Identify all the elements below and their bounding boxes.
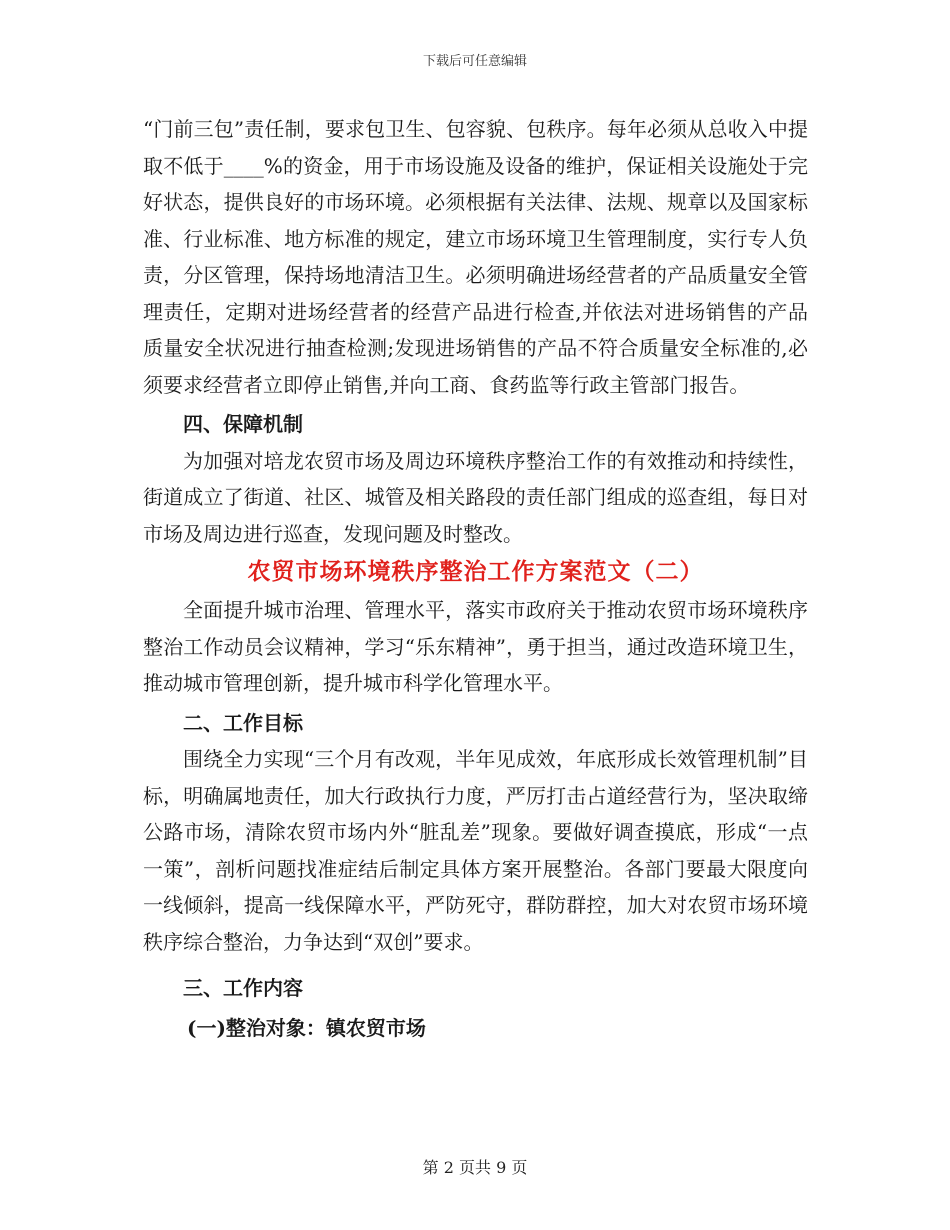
document-body [143,111,808,1046]
document-title-part-two: 农贸市场环境秩序整治工作方案范文（二） [247,558,704,585]
subsection-heading-target: (一)整治对象：镇农贸市场 [187,1015,426,1040]
paragraph-responsibility: “门前三包”责任制，要求包卫生、包容貌、包秩序。每年必须从总收入中提取不低于____%的资金，用于市场设施及设备的维护，保证相关设施处于完好状态，提供良好的市场环境。必须根据有关法律、法规、规章以及国家标准、行业标准、地方标准的规定，建立市场环境卫生管理制度，实行专人负责，分区管理，保持场地清洁卫生。必须明确进场经营者的产品质量安全管理责任，定期对进场经营者的经营产品进行检查,并依法对进场销售的产品质量安全状况进行抽查检测;发现进场销售的产品不符合质量安全标准的,必须要求经营者立即停止销售,并向工商、食药监等行政主管部门报告。 [143,117,808,397]
section-heading-goals: 二、工作目标 [183,710,303,735]
paragraph-intro: 全面提升城市治理、管理水平，落实市政府关于推动农贸市场环境秩序整治工作动员会议精神，学习“乐东精神”，勇于担当，通过改造环境卫生，推动城市管理创新，提升城市科学化管理水平。 [143,598,808,695]
paragraph-guarantee: 为加强对培龙农贸市场及周边环境秩序整治工作的有效推动和持续性，街道成立了街道、社区、城管及相关路段的责任部门组成的巡查组，每日对市场及周边进行巡查，发现问题及时整改。 [143,448,808,546]
page-header-note: 下载后可任意编辑 [422,54,527,69]
section-heading-guarantee: 四、保障机制 [183,412,303,436]
paragraph-goals: 围绕全力实现“三个月有改观，半年见成效，年底形成长效管理机制”目标，明确属地责任，加大行政执行力度，严厉打击占道经营行为，坚决取缔公路市场，清除农贸市场内外“脏乱差”现象。要做好调查摸底，形成“一点一策”，剖析问题找准症结后制定具体方案开展整治。各部门要最大限度向一线倾斜，提高一线保障水平，严防死守，群防群控，加大对农贸市场环境秩序综合整治，力争达到“双创”要求。 [143,747,808,954]
section-heading-content: 三、工作内容 [183,976,303,1000]
page-number: 第 2 页共 9 页 [422,1158,528,1177]
